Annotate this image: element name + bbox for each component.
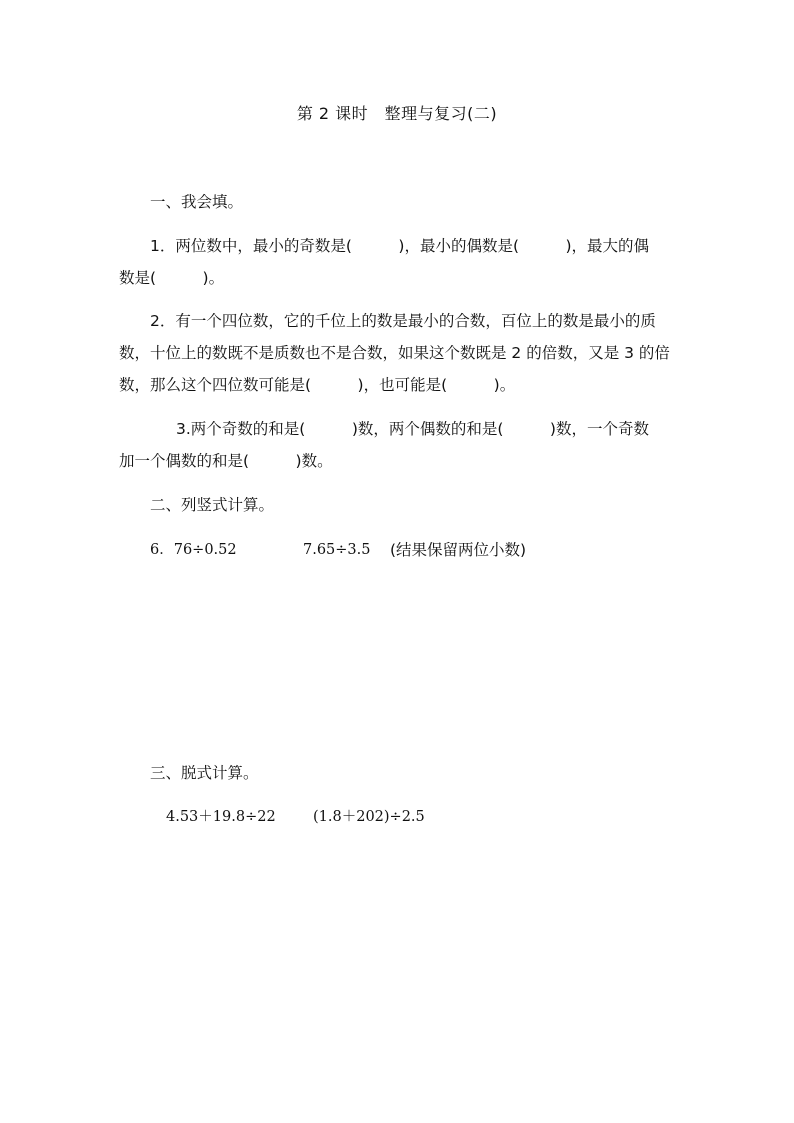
stepwise-expression-1: 4.53＋19.8÷22 [166,809,276,825]
section-heading-vertical: 二、列竖式计算。 [150,496,275,514]
question-3-line-2: 加一个偶数的和是( )数。 [119,452,333,470]
question-2-line-1: 2．有一个四位数，它的千位上的数是最小的合数，百位上的数是最小的质 [150,312,656,330]
question-2-line-2: 数，十位上的数既不是质数也不是合数，如果这个数既是 2 的倍数，又是 3 的倍 [119,344,670,362]
question-1-line-2: 数是( )。 [119,269,225,287]
section-heading-fill: 一、我会填。 [150,193,244,211]
vertical-expression-2: 7.65÷3.5 [303,542,371,558]
question-1-line-1: 1．两位数中，最小的奇数是( )，最小的偶数是( )，最大的偶 [150,237,650,255]
page-title: 第 2 课时 整理与复习(二) [296,104,498,123]
vertical-expression-1: 6．76÷0.52 [150,542,237,558]
question-3-line-1: 3.两个奇数的和是( )数，两个偶数的和是( )数，一个奇数 [176,420,649,438]
stepwise-expression-2: (1.8＋202)÷2.5 [313,809,425,825]
question-2-line-3: 数，那么这个四位数可能是( )，也可能是( )。 [119,376,516,394]
section-heading-stepwise: 三、脱式计算。 [150,764,259,782]
vertical-rounding-note: (结果保留两位小数) [390,541,527,559]
